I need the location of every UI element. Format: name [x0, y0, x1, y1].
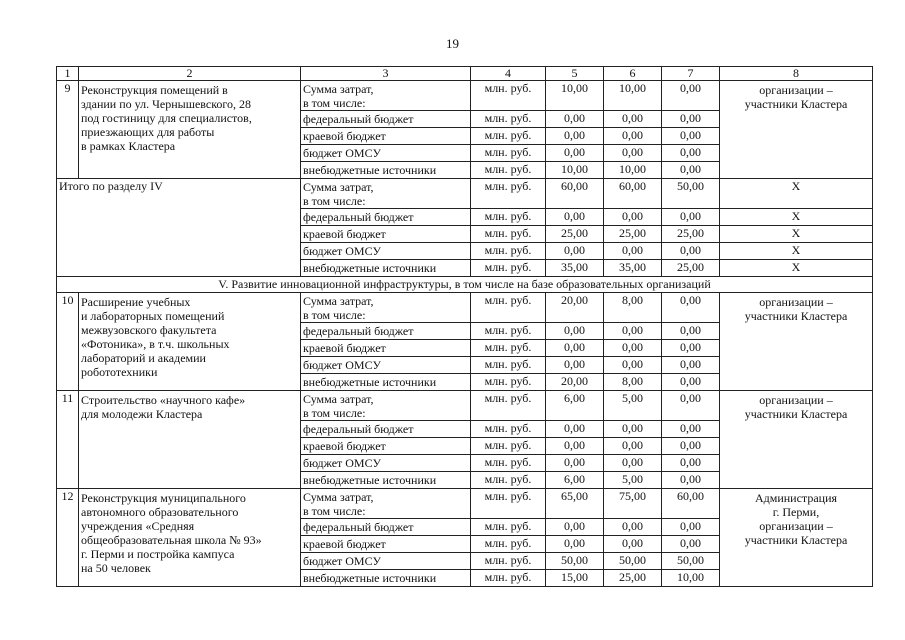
- unit-cell: млн. руб.: [471, 374, 546, 391]
- funding-source: бюджет ОМСУ: [301, 455, 471, 472]
- table-row: [57, 179, 873, 209]
- page-number: 19: [446, 36, 459, 51]
- executor-cell: организации – участники Кластера: [720, 81, 873, 179]
- table-row: [57, 293, 873, 323]
- header-cell: 7: [662, 67, 720, 81]
- value-cell: 0,00: [662, 421, 720, 438]
- executor-cell: организации – участники Кластера: [720, 391, 873, 489]
- value-cell: 0,00: [662, 357, 720, 374]
- unit-cell: млн. руб.: [471, 260, 546, 277]
- funding-source: краевой бюджет: [301, 226, 471, 243]
- unit-cell: млн. руб.: [471, 536, 546, 553]
- value-cell: 60,00: [662, 489, 720, 519]
- budget-table: [56, 66, 873, 587]
- value-cell: 5,00: [604, 472, 662, 489]
- header-row: [57, 67, 873, 81]
- section-total-label: Итого по разделу IV: [57, 179, 301, 277]
- value-cell: 0,00: [546, 111, 604, 128]
- value-cell: 0,00: [604, 519, 662, 536]
- value-cell: 10,00: [604, 81, 662, 111]
- unit-cell: млн. руб.: [471, 179, 546, 209]
- header-cell: 2: [79, 67, 301, 81]
- value-cell: 25,00: [662, 226, 720, 243]
- value-cell: 0,00: [662, 209, 720, 226]
- header-cell: 3: [301, 67, 471, 81]
- value-cell: 25,00: [546, 226, 604, 243]
- value-cell: 65,00: [546, 489, 604, 519]
- section-heading: V. Развитие инновационной инфраструктуры, в том числе на базе образовательных организаций: [57, 277, 873, 293]
- value-cell: 0,00: [546, 209, 604, 226]
- value-cell: 0,00: [546, 323, 604, 340]
- value-cell: 75,00: [604, 489, 662, 519]
- value-cell: 8,00: [604, 374, 662, 391]
- value-cell: 0,00: [662, 391, 720, 421]
- value-cell: 0,00: [546, 438, 604, 455]
- table-row: [57, 391, 873, 421]
- value-cell: 35,00: [604, 260, 662, 277]
- value-cell: 0,00: [546, 243, 604, 260]
- funding-source: Сумма затрат, в том числе:: [301, 293, 471, 323]
- funding-source: краевой бюджет: [301, 340, 471, 357]
- value-cell: 0,00: [662, 323, 720, 340]
- value-cell: 10,00: [546, 162, 604, 179]
- executor-cell: Администрация г. Перми, организации – участники Кластера: [720, 489, 873, 587]
- value-cell: 10,00: [546, 81, 604, 111]
- funding-source: краевой бюджет: [301, 128, 471, 145]
- value-cell: 5,00: [604, 391, 662, 421]
- section-row: [57, 277, 873, 293]
- funding-source: бюджет ОМСУ: [301, 145, 471, 162]
- value-cell: 50,00: [662, 179, 720, 209]
- value-cell: 25,00: [662, 260, 720, 277]
- value-cell: 0,00: [604, 209, 662, 226]
- header-cell: 1: [57, 67, 79, 81]
- value-cell: 6,00: [546, 391, 604, 421]
- value-cell: 0,00: [662, 293, 720, 323]
- value-cell: 0,00: [546, 128, 604, 145]
- value-cell: 0,00: [604, 340, 662, 357]
- value-cell: 0,00: [604, 438, 662, 455]
- unit-cell: млн. руб.: [471, 145, 546, 162]
- item-description: Реконструкция помещений в здании по ул. Чернышевского, 28 под гостиницу для специалистов, приезжающих для работы в рамках Кластера: [79, 81, 301, 179]
- funding-source: внебюджетные источники: [301, 162, 471, 179]
- value-cell: 8,00: [604, 293, 662, 323]
- funding-source: бюджет ОМСУ: [301, 553, 471, 570]
- funding-source: федеральный бюджет: [301, 421, 471, 438]
- value-cell: 60,00: [604, 179, 662, 209]
- value-cell: 15,00: [546, 570, 604, 587]
- header-cell: 4: [471, 67, 546, 81]
- funding-source: Сумма затрат, в том числе:: [301, 81, 471, 111]
- funding-source: Сумма затрат, в том числе:: [301, 489, 471, 519]
- value-cell: 25,00: [604, 570, 662, 587]
- row-number: 10: [57, 293, 79, 391]
- value-cell: 0,00: [604, 536, 662, 553]
- funding-source: Сумма затрат, в том числе:: [301, 179, 471, 209]
- unit-cell: млн. руб.: [471, 438, 546, 455]
- unit-cell: млн. руб.: [471, 162, 546, 179]
- unit-cell: млн. руб.: [471, 553, 546, 570]
- table-body: [57, 67, 873, 587]
- funding-source: внебюджетные источники: [301, 374, 471, 391]
- value-cell: 0,00: [662, 472, 720, 489]
- unit-cell: млн. руб.: [471, 489, 546, 519]
- funding-source: внебюджетные источники: [301, 260, 471, 277]
- value-cell: 0,00: [604, 421, 662, 438]
- unit-cell: млн. руб.: [471, 357, 546, 374]
- unit-cell: млн. руб.: [471, 243, 546, 260]
- value-cell: 0,00: [546, 455, 604, 472]
- header-cell: 6: [604, 67, 662, 81]
- row-number: 12: [57, 489, 79, 587]
- value-cell: 0,00: [604, 357, 662, 374]
- unit-cell: млн. руб.: [471, 323, 546, 340]
- value-cell: 0,00: [662, 519, 720, 536]
- value-cell: 0,00: [604, 455, 662, 472]
- funding-source: краевой бюджет: [301, 438, 471, 455]
- value-cell: 0,00: [662, 455, 720, 472]
- value-cell: 50,00: [604, 553, 662, 570]
- value-cell: 0,00: [662, 162, 720, 179]
- unit-cell: млн. руб.: [471, 209, 546, 226]
- header-cell: 8: [720, 67, 873, 81]
- funding-source: внебюджетные источники: [301, 472, 471, 489]
- value-cell: 20,00: [546, 374, 604, 391]
- value-cell: 0,00: [662, 536, 720, 553]
- value-cell: 0,00: [662, 243, 720, 260]
- value-cell: 0,00: [546, 421, 604, 438]
- value-cell: 0,00: [546, 340, 604, 357]
- unit-cell: млн. руб.: [471, 455, 546, 472]
- unit-cell: млн. руб.: [471, 226, 546, 243]
- value-cell: 0,00: [604, 323, 662, 340]
- value-cell: 0,00: [604, 243, 662, 260]
- value-cell: 50,00: [662, 553, 720, 570]
- value-cell: 0,00: [662, 145, 720, 162]
- item-description: Расширение учебных и лабораторных помещений межвузовского факультета «Фотоника», в т.ч. школьных лабораторий и академии робототехники: [79, 293, 301, 391]
- x-mark: Х: [720, 179, 873, 209]
- row-number: 9: [57, 81, 79, 179]
- unit-cell: млн. руб.: [471, 293, 546, 323]
- value-cell: 0,00: [546, 519, 604, 536]
- funding-source: федеральный бюджет: [301, 323, 471, 340]
- value-cell: 0,00: [662, 340, 720, 357]
- unit-cell: млн. руб.: [471, 519, 546, 536]
- value-cell: 0,00: [662, 374, 720, 391]
- unit-cell: млн. руб.: [471, 570, 546, 587]
- x-mark: Х: [720, 226, 873, 243]
- unit-cell: млн. руб.: [471, 472, 546, 489]
- value-cell: 0,00: [604, 145, 662, 162]
- value-cell: 0,00: [604, 128, 662, 145]
- header-cell: 5: [546, 67, 604, 81]
- item-description: Реконструкция муниципального автономного образовательного учреждения «Средняя общеобразовательная школа № 93» г. Перми и постройка кампуса на 50 человек: [79, 489, 301, 587]
- unit-cell: млн. руб.: [471, 391, 546, 421]
- row-number: 11: [57, 391, 79, 489]
- value-cell: 20,00: [546, 293, 604, 323]
- item-description: Строительство «научного кафе» для молодежи Кластера: [79, 391, 301, 489]
- unit-cell: млн. руб.: [471, 340, 546, 357]
- unit-cell: млн. руб.: [471, 421, 546, 438]
- funding-source: федеральный бюджет: [301, 519, 471, 536]
- table-row: [57, 81, 873, 111]
- x-mark: Х: [720, 209, 873, 226]
- funding-source: федеральный бюджет: [301, 209, 471, 226]
- value-cell: 50,00: [546, 553, 604, 570]
- value-cell: 10,00: [604, 162, 662, 179]
- unit-cell: млн. руб.: [471, 128, 546, 145]
- funding-source: бюджет ОМСУ: [301, 357, 471, 374]
- value-cell: 10,00: [662, 570, 720, 587]
- funding-source: краевой бюджет: [301, 536, 471, 553]
- x-mark: Х: [720, 243, 873, 260]
- table-row: [57, 489, 873, 519]
- value-cell: 6,00: [546, 472, 604, 489]
- unit-cell: млн. руб.: [471, 111, 546, 128]
- value-cell: 25,00: [604, 226, 662, 243]
- funding-source: Сумма затрат, в том числе:: [301, 391, 471, 421]
- value-cell: 60,00: [546, 179, 604, 209]
- value-cell: 35,00: [546, 260, 604, 277]
- unit-cell: млн. руб.: [471, 81, 546, 111]
- funding-source: бюджет ОМСУ: [301, 243, 471, 260]
- x-mark: Х: [720, 260, 873, 277]
- value-cell: 0,00: [662, 81, 720, 111]
- funding-source: внебюджетные источники: [301, 570, 471, 587]
- value-cell: 0,00: [662, 128, 720, 145]
- funding-source: федеральный бюджет: [301, 111, 471, 128]
- value-cell: 0,00: [662, 111, 720, 128]
- executor-cell: организации – участники Кластера: [720, 293, 873, 391]
- value-cell: 0,00: [546, 145, 604, 162]
- value-cell: 0,00: [546, 536, 604, 553]
- value-cell: 0,00: [604, 111, 662, 128]
- value-cell: 0,00: [546, 357, 604, 374]
- value-cell: 0,00: [662, 438, 720, 455]
